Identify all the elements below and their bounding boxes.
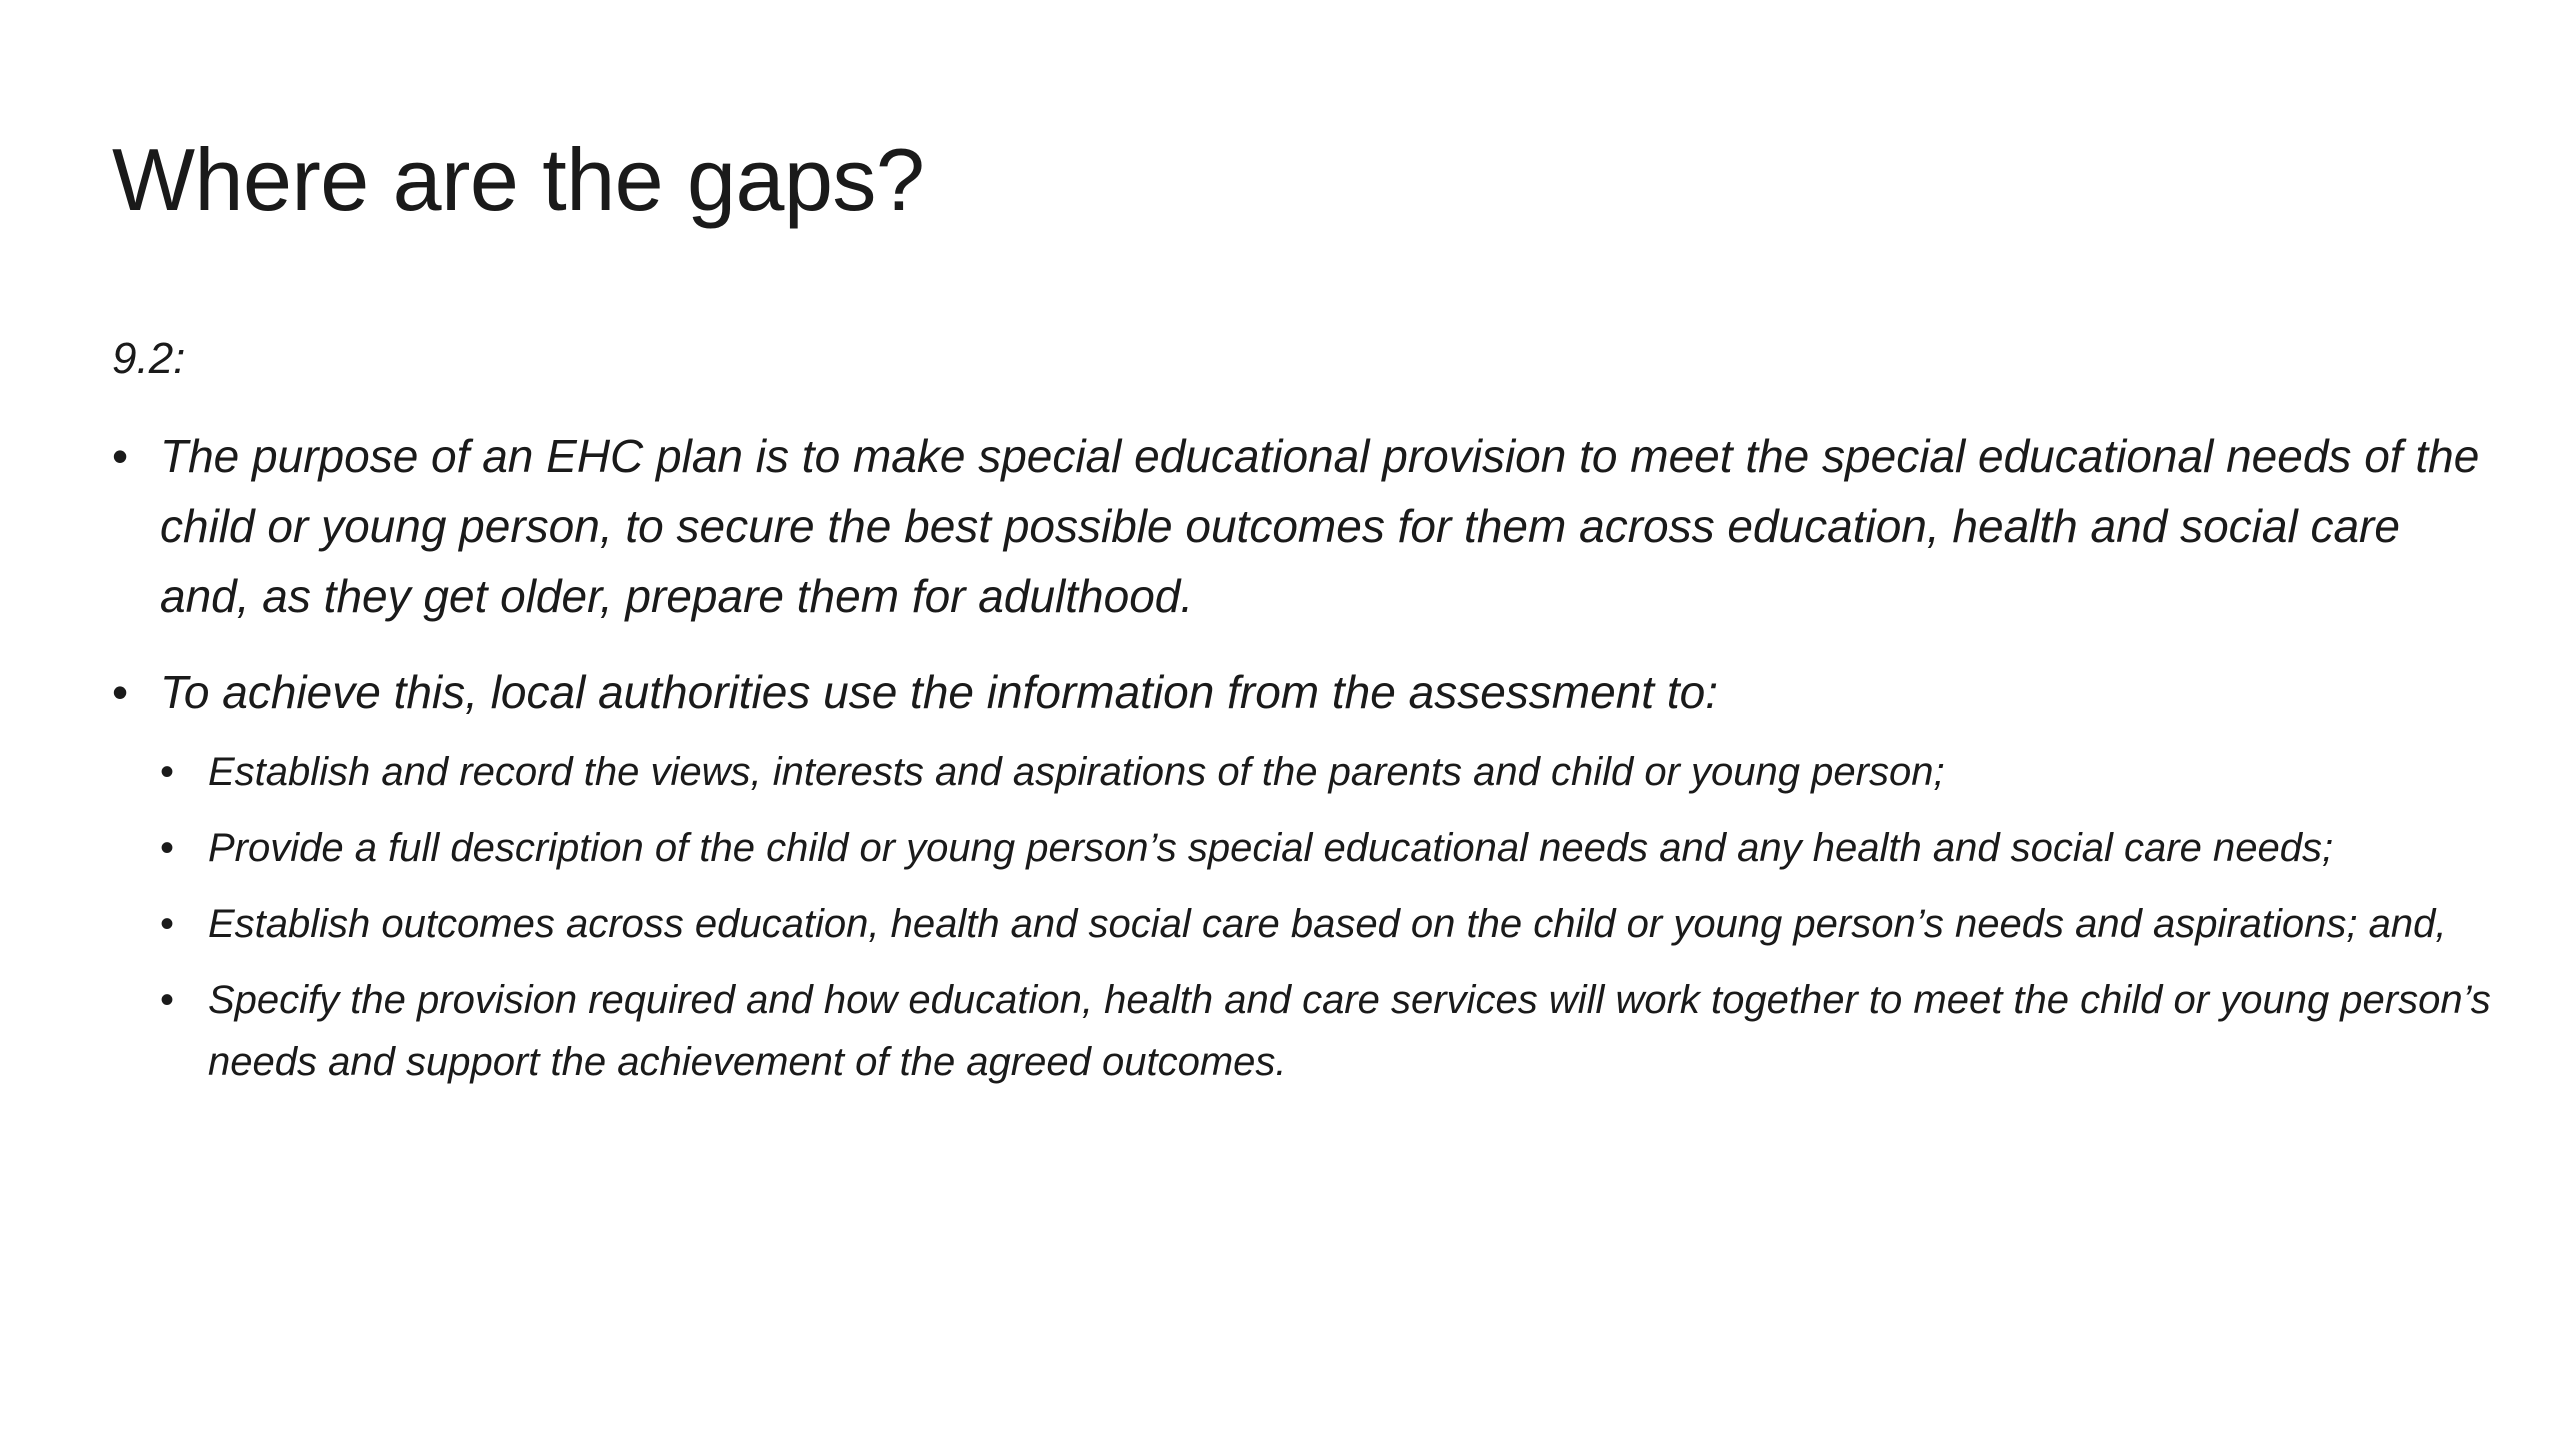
section-label: 9.2: bbox=[112, 334, 186, 383]
sub-list-item-text: Provide a full description of the child or young person’s special educational needs and any health and social care needs; bbox=[208, 826, 2334, 871]
sub-list-item-text: Specify the provision required and how education, health and care services will work together to meet the child or young person’s needs and support the achievement of the agreed outcomes. bbox=[208, 978, 2491, 1085]
sub-bullet-list bbox=[160, 741, 2492, 1093]
sub-list-item bbox=[160, 969, 2492, 1093]
sub-list-item bbox=[160, 741, 2492, 803]
slide-body bbox=[112, 330, 2492, 1119]
bullet-icon: • bbox=[160, 826, 175, 871]
bullet-list bbox=[112, 421, 2492, 1093]
slide-title: Where are the gaps? bbox=[112, 130, 925, 229]
list-item-text: The purpose of an EHC plan is to make special educational provision to meet the special educational needs of the child or young person, to secure the best possible outcomes for them across education, health and social care and, as they get older, prepare them for adulthood. bbox=[160, 430, 2480, 623]
sub-list-item-text: Establish outcomes across education, health and social care based on the child or young person’s needs and aspirations; and, bbox=[208, 902, 2447, 947]
bullet-icon: • bbox=[160, 978, 175, 1023]
list-item-text: To achieve this, local authorities use the information from the assessment to: bbox=[160, 666, 1718, 719]
list-item bbox=[112, 657, 2492, 1093]
sub-list-item bbox=[160, 817, 2492, 879]
list-item bbox=[112, 421, 2492, 631]
bullet-icon: • bbox=[112, 430, 129, 483]
bullet-icon: • bbox=[112, 666, 129, 719]
sub-list-item-text: Establish and record the views, interests and aspirations of the parents and child or young person; bbox=[208, 750, 1945, 795]
bullet-icon: • bbox=[160, 750, 175, 795]
bullet-icon: • bbox=[160, 902, 175, 947]
sub-list-item bbox=[160, 893, 2492, 955]
